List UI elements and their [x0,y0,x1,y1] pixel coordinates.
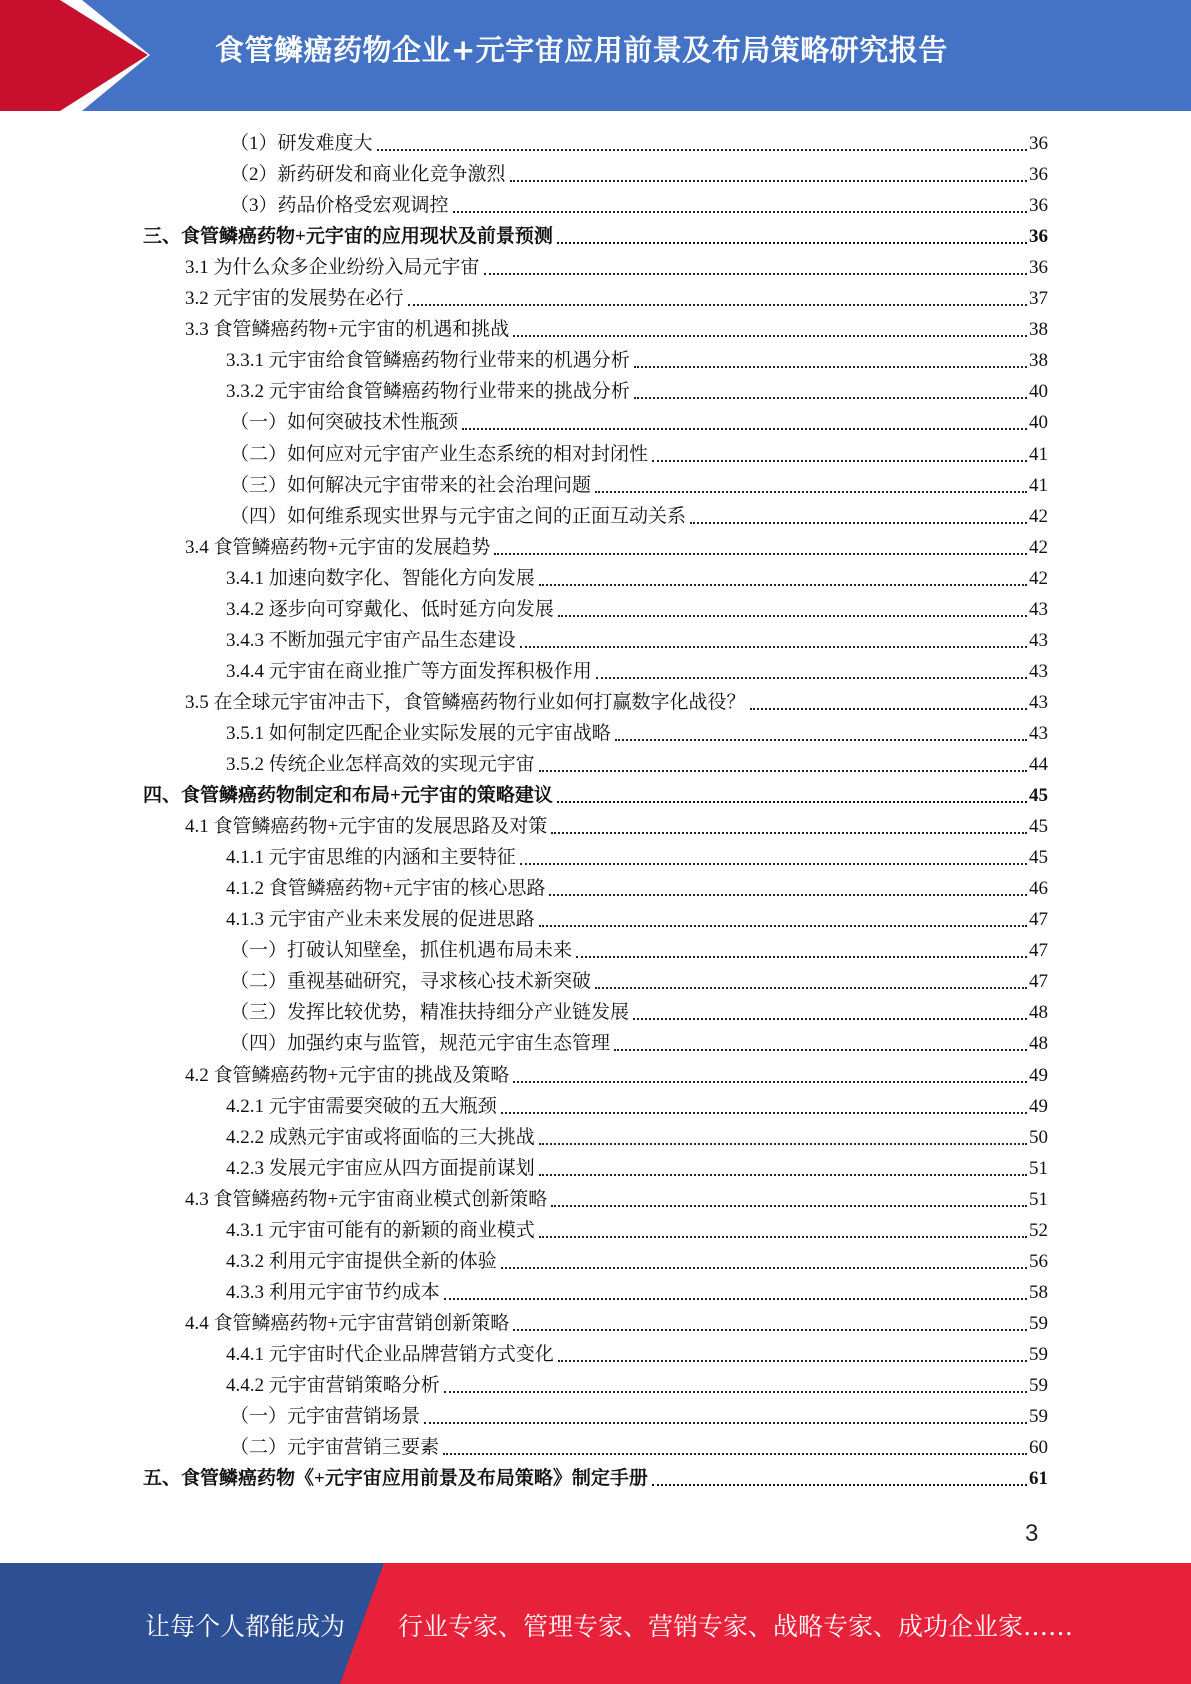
toc-dot-leader [520,646,1027,648]
toc-entry-label: 3.4.4 元宇宙在商业推广等方面发挥积极作用 [226,660,592,682]
toc-entry[interactable] [226,872,1048,903]
toc-entry[interactable] [230,438,1048,469]
toc-entry[interactable] [143,220,1048,251]
toc-entry[interactable] [226,1121,1048,1152]
toc-entry-page: 45 [1029,847,1048,869]
toc-entry-label: 五、食管鳞癌药物《+元宇宙应用前景及布局策略》制定手册 [143,1468,648,1490]
toc-entry-page: 43 [1029,722,1048,744]
toc-dot-leader [539,1236,1027,1238]
toc-entry[interactable] [185,1183,1048,1214]
toc-entry[interactable] [185,313,1048,344]
toc-dot-leader [520,863,1027,865]
toc-dot-leader [558,615,1027,617]
toc-entry-label: 4.2 食管鳞癌药物+元宇宙的挑战及策略 [185,1064,510,1086]
toc-entry[interactable] [230,158,1048,189]
toc-entry[interactable] [230,1431,1048,1462]
toc-entry-label: 3.4 食管鳞癌药物+元宇宙的发展趋势 [185,536,491,558]
toc-dot-leader [558,1360,1027,1362]
toc-entry-label: 3.1 为什么众多企业纷纷入局元宇宙 [185,257,480,279]
toc-dot-leader [513,1329,1027,1331]
toc-dot-leader [444,1298,1027,1300]
toc-entry-label: 4.4 食管鳞癌药物+元宇宙营销创新策略 [185,1312,510,1334]
toc-dot-leader [510,180,1027,182]
toc-entry[interactable] [230,934,1048,965]
toc-entry[interactable] [185,810,1048,841]
report-footer [0,1563,1191,1684]
toc-entry-page: 47 [1029,909,1048,931]
toc-dot-leader [634,366,1027,368]
toc-entry-page: 48 [1029,1033,1048,1055]
toc-entry-label: 4.3 食管鳞癌药物+元宇宙商业模式创新策略 [185,1188,548,1210]
toc-entry-page: 41 [1029,474,1048,496]
toc-dot-leader [377,149,1027,151]
toc-entry-page: 43 [1029,629,1048,651]
toc-entry-page: 36 [1029,226,1048,248]
toc-dot-leader [557,242,1027,244]
toc-entry-label: 4.1.1 元宇宙思维的内涵和主要特征 [226,847,516,869]
toc-entry-label: 4.3.1 元宇宙可能有的新颖的商业模式 [226,1219,535,1241]
toc-entry-page: 59 [1029,1343,1048,1365]
toc-entry-label: 3.4.2 逐步向可穿戴化、低时延方向发展 [226,598,554,620]
toc-entry-page: 43 [1029,691,1048,713]
toc-dot-leader [690,522,1027,524]
toc-dot-leader [750,708,1027,710]
toc-dot-leader [634,397,1027,399]
toc-entry-label: （一）元宇宙营销场景 [230,1406,421,1428]
toc-entry[interactable] [226,748,1048,779]
toc-dot-leader [652,1484,1027,1486]
toc-entry[interactable] [226,1214,1048,1245]
toc-entry-label: 3.5.1 如何制定匹配企业实际发展的元宇宙战略 [226,722,611,744]
toc-entry-page: 36 [1029,133,1048,154]
toc-dot-leader [484,273,1027,275]
toc-entry-page: 44 [1029,754,1048,775]
toc-entry-label: 3.3.1 元宇宙给食管鳞癌药物行业带来的机遇分析 [226,350,630,372]
toc-dot-leader [501,1112,1027,1114]
toc-dot-leader [549,894,1027,896]
toc-entry-page: 59 [1029,1375,1048,1396]
toc-entry-label: 3.5 在全球元宇宙冲击下，食管鳞癌药物行业如何打赢数字化战役？ [185,691,746,713]
toc-entry-label: （四）加强约束与监管，规范元宇宙生态管理 [230,1033,611,1055]
toc-entry-page: 36 [1029,257,1048,279]
toc-dot-leader [539,1143,1027,1145]
toc-dot-leader [424,1422,1027,1424]
toc-entry-page: 43 [1029,598,1048,620]
toc-entry-page: 47 [1029,971,1048,993]
toc-entry[interactable] [185,1307,1048,1338]
toc-entry-page: 42 [1029,536,1048,558]
toc-entry-label: 3.2 元宇宙的发展势在必行 [185,288,404,310]
toc-entry[interactable] [226,562,1048,593]
toc-entry[interactable] [185,531,1048,562]
toc-entry-label: （三）如何解决元宇宙带来的社会治理问题 [230,474,592,496]
toc-entry-page: 37 [1029,288,1048,310]
toc-entry-page: 50 [1029,1126,1048,1148]
toc-entry-label: 4.4.2 元宇宙营销策略分析 [226,1375,440,1396]
toc-entry[interactable] [226,593,1048,624]
toc-entry-page: 41 [1029,443,1048,465]
toc-entry-page: 38 [1029,350,1048,372]
toc-entry-label: 4.2.1 元宇宙需要突破的五大瓶颈 [226,1095,497,1117]
toc-entry-label: （三）发挥比较优势，精准扶持细分产业链发展 [230,1002,630,1024]
toc-entry-page: 40 [1029,381,1048,403]
toc-entry[interactable] [226,1338,1048,1369]
toc-entry[interactable] [226,717,1048,748]
toc-entry[interactable] [226,655,1048,686]
toc-dot-leader [595,491,1027,493]
toc-entry[interactable] [226,1090,1048,1121]
toc-dot-leader [513,335,1027,337]
toc-entry-label: 4.3.2 利用元宇宙提供全新的体验 [226,1250,497,1272]
toc-entry-page: 49 [1029,1095,1048,1117]
toc-entry-label: 3.4.1 加速向数字化、智能化方向发展 [226,567,535,589]
toc-entry[interactable] [185,686,1048,717]
toc-entry-page: 52 [1029,1219,1048,1241]
toc-entry-label: 3.3.2 元宇宙给食管鳞癌药物行业带来的挑战分析 [226,381,630,403]
toc-entry-label: 4.1.2 食管鳞癌药物+元宇宙的核心思路 [226,878,546,900]
toc-entry[interactable] [230,965,1048,996]
toc-entry-label: （四）如何维系现实世界与元宇宙之间的正面互动关系 [230,505,687,527]
toc-dot-leader [539,1174,1027,1176]
toc-entry[interactable] [230,469,1048,500]
toc-dot-leader [453,211,1027,213]
toc-entry-label: 4.3.3 利用元宇宙节约成本 [226,1281,440,1303]
toc-entry-page: 59 [1029,1312,1048,1334]
toc-dot-leader [539,770,1027,772]
toc-entry-page: 36 [1029,164,1048,186]
toc-entry[interactable] [226,344,1048,375]
toc-entry[interactable] [185,1059,1048,1090]
toc-entry-page: 43 [1029,660,1048,682]
toc-entry-label: （一）打破认知壁垒，抓住机遇布局未来 [230,940,573,962]
toc-entry-label: （1）研发难度大 [230,133,373,154]
toc-entry-page: 46 [1029,878,1048,900]
toc-entry[interactable] [230,1400,1048,1431]
toc-entry-page: 40 [1029,412,1048,434]
toc-dot-leader [551,1205,1027,1207]
toc-entry-label: 4.2.3 发展元宇宙应从四方面提前谋划 [226,1157,535,1179]
footer-slogan-right: 行业专家、管理专家、营销专家、战略专家、成功企业家…… [398,1612,1074,1641]
toc-entry[interactable] [226,903,1048,934]
toc-dot-leader [443,1453,1027,1455]
toc-entry-page: 42 [1029,567,1048,589]
toc-dot-leader [408,304,1027,306]
toc-entry-label: （二）元宇宙营销三要素 [230,1437,440,1459]
toc-entry-label: 4.1.3 元宇宙产业未来发展的促进思路 [226,909,535,931]
toc-dot-leader [557,801,1027,803]
toc-entry-page: 36 [1029,195,1048,217]
toc-dot-leader [652,460,1027,462]
toc-entry-label: 3.5.2 传统企业怎样高效的实现元宇宙 [226,754,535,775]
toc-entry-label: 4.2.2 成熟元宇宙或将面临的三大挑战 [226,1126,535,1148]
toc-dot-leader [444,1391,1027,1393]
toc-dot-leader [614,1049,1027,1051]
report-header [0,0,1191,111]
toc-entry[interactable] [230,500,1048,531]
toc-dot-leader [596,677,1027,679]
toc-dot-leader [595,987,1027,989]
toc-dot-leader [501,1267,1027,1269]
toc-entry-label: 四、食管鳞癌药物制定和布局+元宇宙的策略建议 [143,785,553,807]
toc-entry-label: （二）重视基础研究，寻求核心技术新突破 [230,971,592,993]
toc-entry[interactable] [230,996,1048,1027]
toc-entry-page: 49 [1029,1064,1048,1086]
toc-entry[interactable] [226,1245,1048,1276]
toc-entry-page: 61 [1029,1468,1048,1490]
toc-dot-leader [551,832,1027,834]
toc-entry[interactable] [185,282,1048,313]
toc-dot-leader [494,553,1027,555]
toc-entry-label: 4.4.1 元宇宙时代企业品牌营销方式变化 [226,1343,554,1365]
toc-entry[interactable] [230,127,1048,158]
toc-entry-page: 51 [1029,1157,1048,1179]
toc-dot-leader [462,428,1027,430]
toc-dot-leader [539,584,1027,586]
toc-entry-label: 3.4.3 不断加强元宇宙产品生态建设 [226,629,516,651]
toc-entry[interactable] [230,406,1048,437]
toc-dot-leader [576,956,1027,958]
toc-entry-page: 58 [1029,1281,1048,1303]
footer-slogan-left: 让每个人都能成为 [145,1612,346,1641]
toc-entry[interactable] [185,251,1048,282]
toc-entry-page: 48 [1029,1002,1048,1024]
toc-dot-leader [513,1081,1027,1083]
toc-entry-page: 56 [1029,1250,1048,1272]
toc-entry-page: 59 [1029,1406,1048,1428]
toc-entry[interactable] [226,1276,1048,1307]
toc-entry-label: （3）药品价格受宏观调控 [230,195,449,217]
toc-dot-leader [615,739,1027,741]
toc-entry-label: 三、食管鳞癌药物+元宇宙的应用现状及前景预测 [143,226,553,248]
toc-entry-page: 47 [1029,940,1048,962]
toc-entry-page: 45 [1029,785,1048,807]
toc-entry[interactable] [143,1462,1048,1493]
toc-entry-page: 38 [1029,319,1048,341]
toc-dot-leader [633,1018,1027,1020]
header-red-arrow-icon [0,0,160,111]
toc-entry-label: （一）如何突破技术性瓶颈 [230,412,459,434]
toc-entry[interactable] [226,375,1048,406]
toc-entry-page: 60 [1029,1437,1048,1459]
toc-entry[interactable] [143,779,1048,810]
toc-entry-page: 45 [1029,816,1048,838]
toc-entry[interactable] [230,1027,1048,1058]
toc-dot-leader [539,925,1027,927]
toc-entry-label: 4.1 食管鳞癌药物+元宇宙的发展思路及对策 [185,816,548,838]
toc-entry[interactable] [226,841,1048,872]
toc-entry-label: （二）如何应对元宇宙产业生态系统的相对封闭性 [230,443,649,465]
page-number: 3 [1025,1520,1039,1547]
toc-entry-page: 42 [1029,505,1048,527]
toc-entry[interactable] [226,624,1048,655]
toc-entry[interactable] [226,1152,1048,1183]
toc-entry-page: 51 [1029,1188,1048,1210]
toc-entry-label: （2）新药研发和商业化竞争激烈 [230,164,506,186]
toc-entry-label: 3.3 食管鳞癌药物+元宇宙的机遇和挑战 [185,319,510,341]
report-title: 食管鳞癌药物企业+元宇宙应用前景及布局策略研究报告 [215,33,948,67]
toc-entry[interactable] [230,189,1048,220]
toc-entry[interactable] [226,1369,1048,1400]
